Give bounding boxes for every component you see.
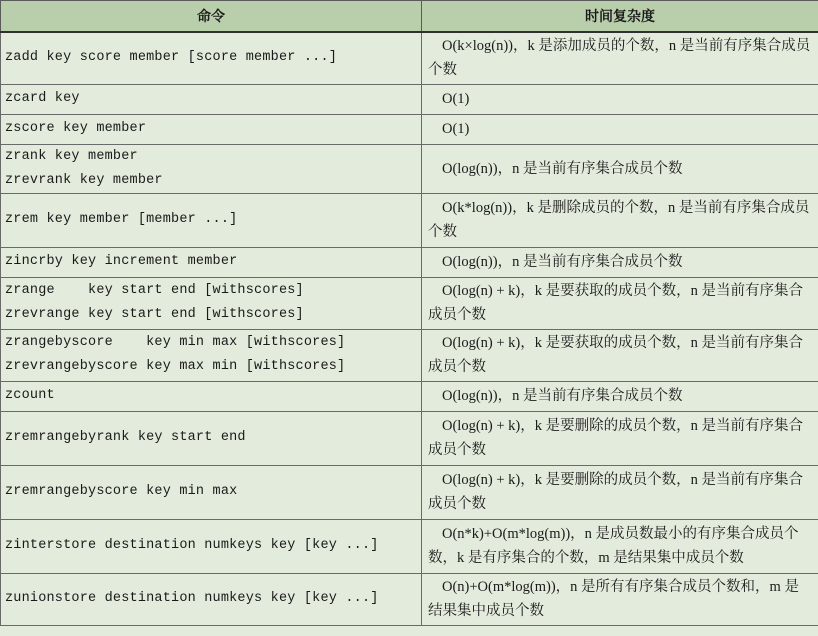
complexity-cell [422,519,818,573]
command-cell [1,573,422,625]
complexity-cell [422,193,818,247]
command-text: zremrangebyrank key start end [5,430,246,445]
command-cell [1,381,422,411]
complexity-cell [422,277,818,329]
table-row [1,277,818,329]
complexity-text: O(n*k)+O(m*log(m))，n 是成员数最小的有序集合成员个数，k 是有序集合的个数，m 是结果集中成员个数 [428,526,799,566]
table-row [1,193,818,247]
complexity-cell [422,573,818,625]
complexity-cell [422,465,818,519]
command-text: zrange key start end [withscores] [5,283,304,298]
command-cell [1,329,422,381]
table-row [1,144,818,193]
complexity-cell [422,411,818,465]
complexity-text: O(log(n) + k)，k 是要获取的成员个数，n 是当前有序集合成员个数 [428,283,803,323]
complexity-text: O(1) [442,91,470,107]
complexity-text: O(n)+O(m*log(m))，n 是所有有序集合成员个数和，m 是结果集中成员个数 [428,579,799,619]
complexity-text: O(log(n) + k)，k 是要获取的成员个数，n 是当前有序集合成员个数 [428,335,803,375]
header-command: 命令 [1,1,422,33]
complexity-cell [422,144,818,193]
command-cell [1,411,422,465]
table-row [1,247,818,277]
command-cell [1,193,422,247]
complexity-cell [422,32,818,84]
complexity-cell [422,329,818,381]
table-row [1,573,818,625]
command-text: zadd key score member [score member ...] [5,50,338,66]
command-text: zrevrangebyscore key max min [withscores] [5,359,346,374]
command-text: zrank key member [5,148,138,164]
table-row [1,411,818,465]
complexity-text: O(log(n))，n 是当前有序集合成员个数 [442,254,683,270]
table-row [1,329,818,381]
complexity-text: O(log(n))，n 是当前有序集合成员个数 [442,388,683,404]
command-text: zremrangebyscore key min max [5,484,238,499]
command-text: zincrby key increment member [5,254,238,269]
command-text: zunionstore destination numkeys key [key ...] [5,591,379,606]
complexity-text: O(1) [442,121,470,137]
command-text: zcard key [5,91,80,106]
command-text: zrangebyscore key min max [withscores] [5,335,346,350]
table-row [1,32,818,84]
complexity-text: O(log(n))，n 是当前有序集合成员个数 [442,160,683,177]
complexity-text: O(k*log(n))，k 是删除成员的个数，n 是当前有序集合成员个数 [428,200,810,240]
command-cell [1,465,422,519]
header-row [1,1,818,33]
header-complexity: 时间复杂度 [422,1,818,33]
command-text: zrevrank key member [5,172,163,188]
table-row [1,114,818,144]
command-text: zscore key member [5,121,147,136]
command-text: zinterstore destination numkeys key [key ...] [5,538,379,553]
command-text: zrevrange key start end [withscores] [5,307,304,322]
complexity-text: O(log(n) + k)，k 是要删除的成员个数，n 是当前有序集合成员个数 [428,472,803,512]
command-cell [1,144,422,193]
command-cell [1,84,422,114]
table-row [1,381,818,411]
complexity-cell [422,84,818,114]
command-cell [1,32,422,84]
complexity-cell [422,247,818,277]
complexity-text: O(log(n) + k)，k 是要删除的成员个数，n 是当前有序集合成员个数 [428,418,803,458]
command-text: zrem key member [member ...] [5,212,238,227]
complexity-cell [422,381,818,411]
command-cell [1,277,422,329]
command-text: zcount [5,388,55,403]
complexity-cell [422,114,818,144]
command-cell [1,519,422,573]
table-row [1,465,818,519]
complexity-text: O(k×log(n))，k 是添加成员的个数，n 是当前有序集合成员个数 [428,38,811,79]
command-cell [1,114,422,144]
command-cell [1,247,422,277]
table-row [1,84,818,114]
table-row [1,519,818,573]
